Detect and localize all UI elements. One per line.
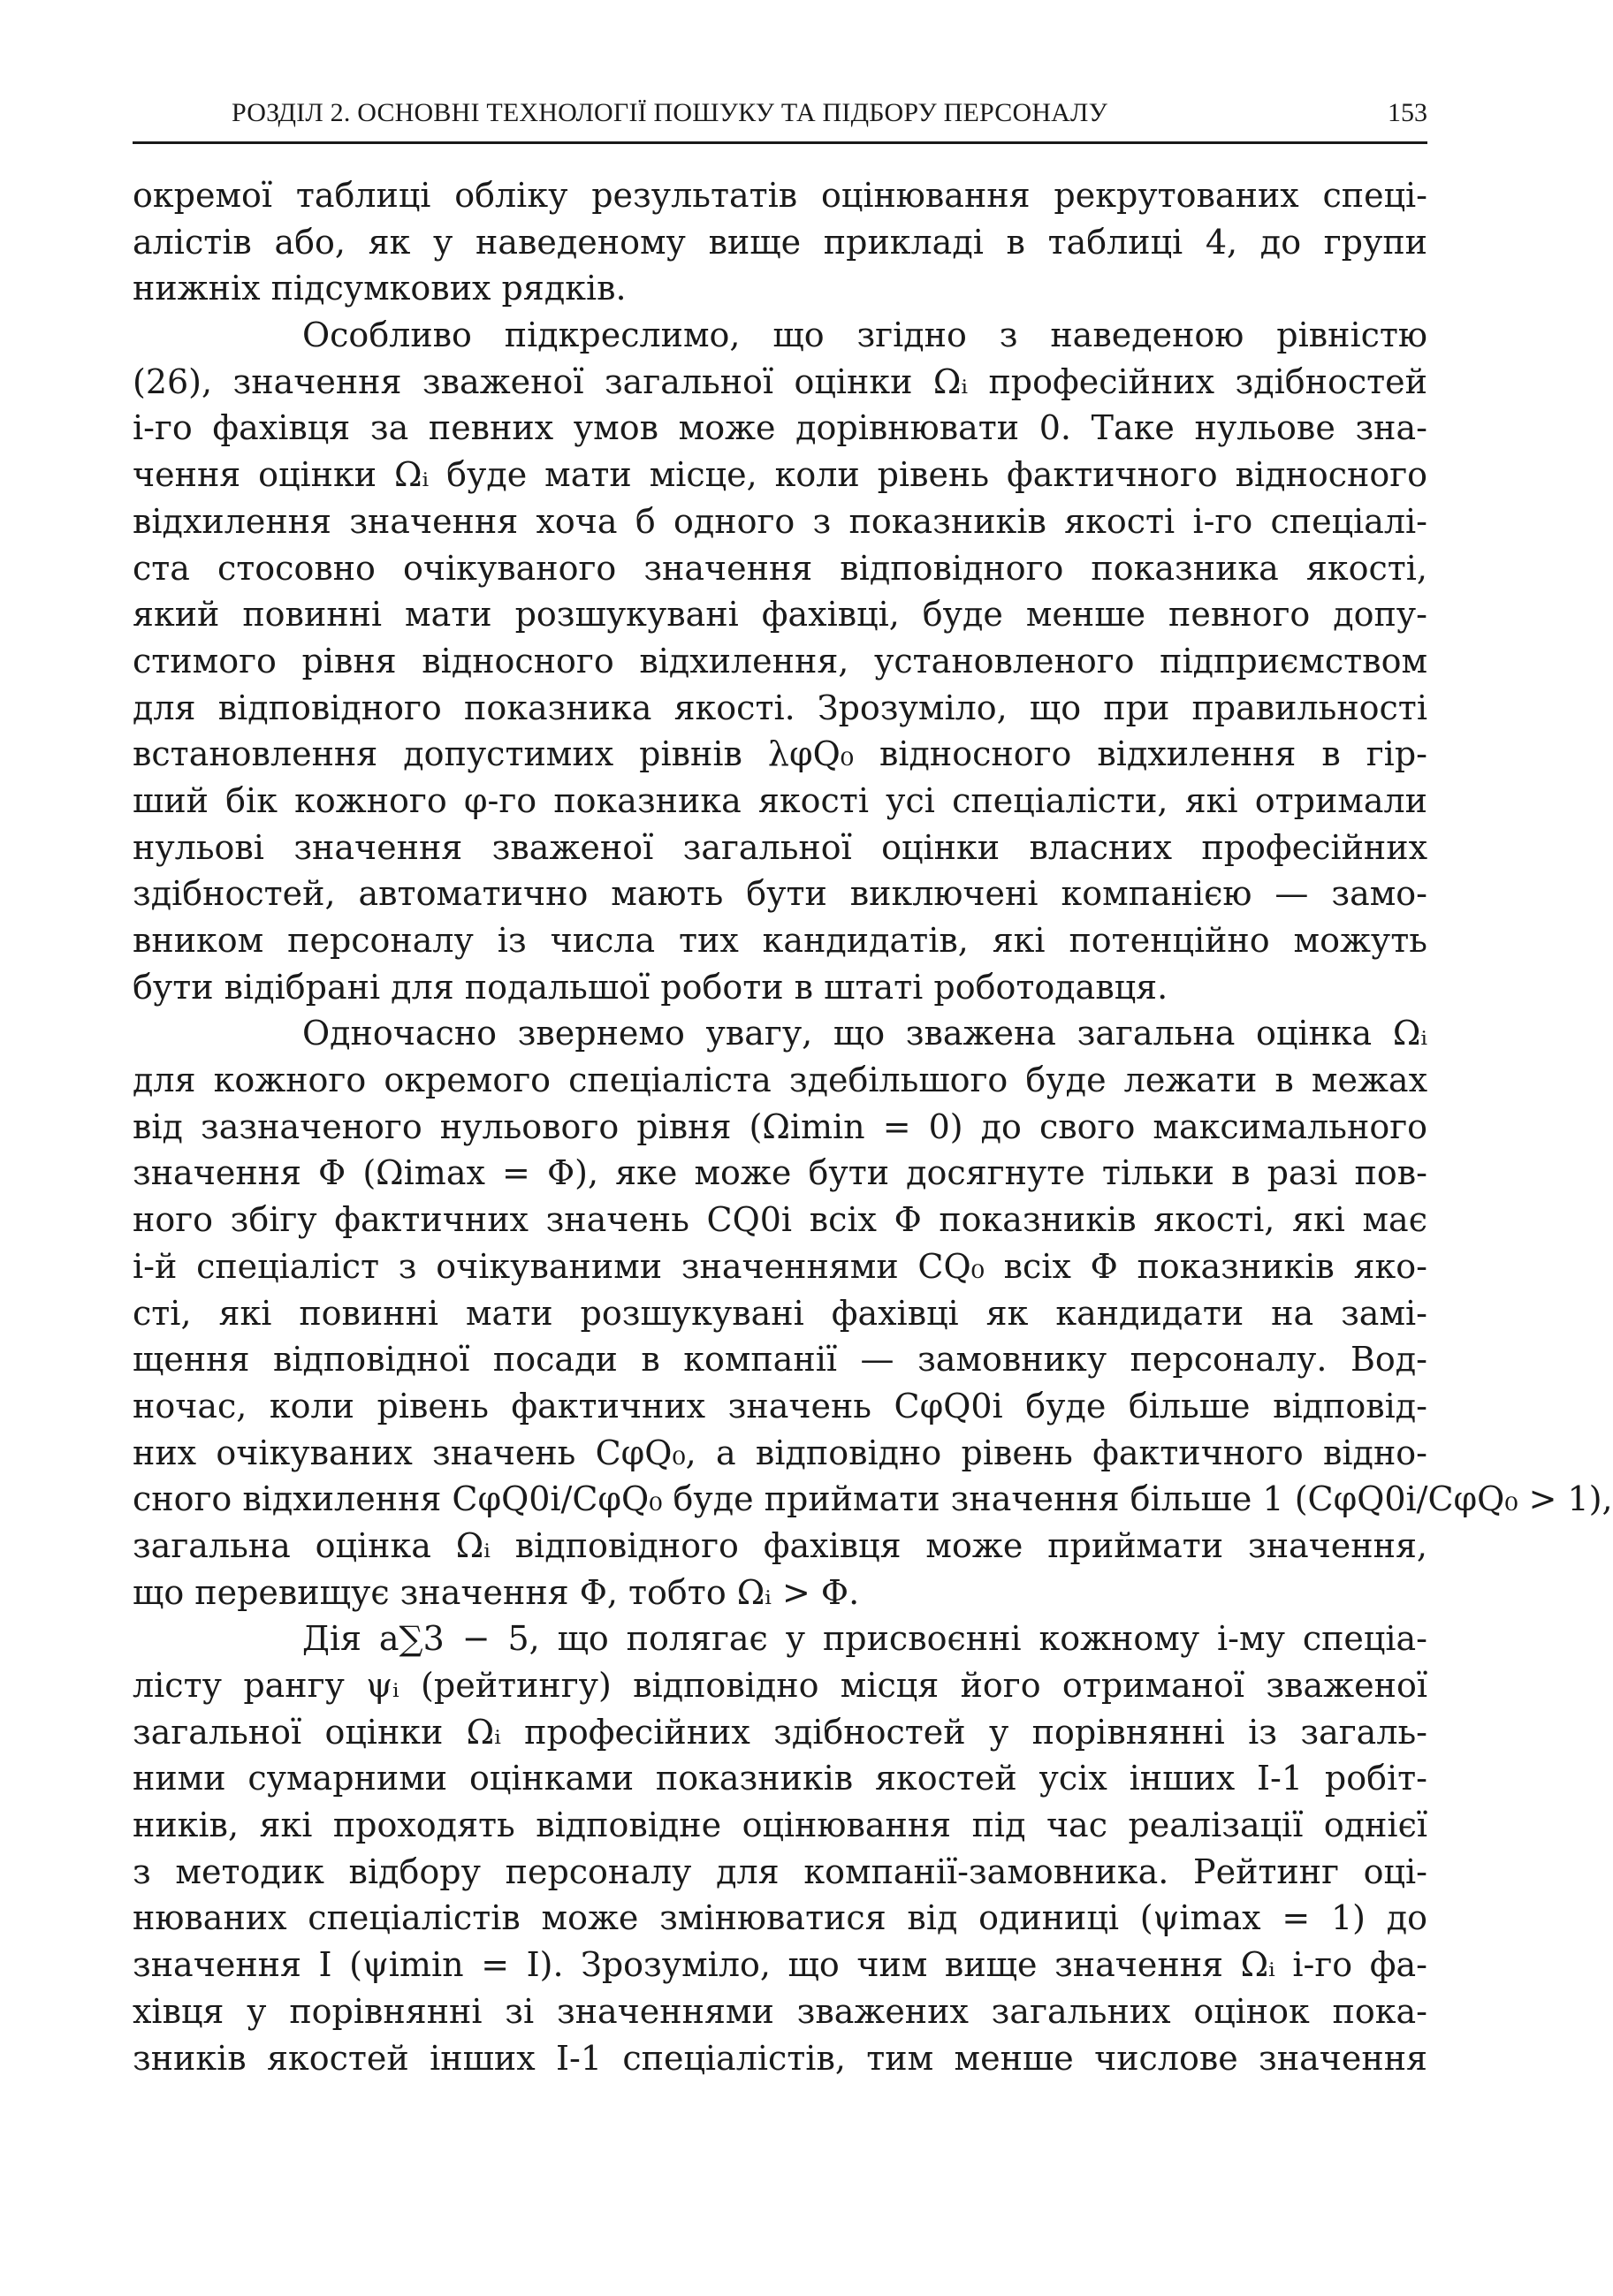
text-line: вником персоналу із числа тих кандидатів, які потенційно можуть bbox=[133, 921, 1427, 960]
text-line: і-го фахівця за певних умов може дорівнювати 0. Таке нульове зна- bbox=[133, 408, 1427, 448]
text-line: ночас, коли рівень фактичних значень CφQ0i буде більше відповід- bbox=[133, 1386, 1427, 1425]
running-header bbox=[133, 92, 1427, 144]
text-line: хівця у порівнянні зі значеннями зважених загальних оцінок пока- bbox=[133, 1991, 1427, 2031]
header-title: РОЗДІЛ 2. ОСНОВНІ ТЕХНОЛОГІЇ ПОШУКУ ТА ПІДБОРУ ПЕРСОНАЛУ bbox=[232, 98, 1108, 127]
text-line: встановлення допустимих рівнів λφQ₀ відносного відхилення в гір- bbox=[133, 734, 1427, 774]
page-body bbox=[133, 172, 1613, 2081]
text-line: що перевищує значення Φ, тобто Ωᵢ > Φ. bbox=[133, 1572, 860, 1612]
paragraph-start-line: Одночасно звернемо увагу, що зважена загальна оцінка Ωᵢ bbox=[302, 1014, 1427, 1053]
text-line: ними сумарними оцінками показників якостей усіх інших I-1 робіт- bbox=[133, 1759, 1427, 1798]
text-line: ників, які проходять відповідне оцінювання під час реалізації однієї bbox=[133, 1806, 1427, 1845]
text-line: нюваних спеціалістів може змінюватися від одиниці (ψimax = 1) до bbox=[133, 1898, 1427, 1938]
text-line: них очікуваних значень CφQ₀, а відповідно рівень фактичного відно- bbox=[133, 1433, 1427, 1472]
page-number: 153 bbox=[1388, 98, 1427, 127]
text-line: загальної оцінки Ωᵢ професійних здібностей у порівнянні із загаль- bbox=[133, 1712, 1427, 1752]
text-line: від зазначеного нульового рівня (Ωimin = 0) до свого максимального bbox=[133, 1106, 1427, 1146]
text-line: для відповідного показника якості. Зрозуміло, що при правильності bbox=[133, 688, 1427, 727]
text-line: лісту рангу ψᵢ (рейтингу) відповідно місця його отриманої зваженої bbox=[133, 1666, 1427, 1705]
text-line: бути відібрані для подальшої роботи в штаті роботодавця. bbox=[133, 967, 1168, 1007]
text-line: значення Φ (Ωimax = Φ), яке може бути досягнуте тільки в разі пов- bbox=[133, 1153, 1427, 1193]
text-line: щення відповідної посади в компанії — замовнику персоналу. Вод- bbox=[133, 1340, 1427, 1380]
paragraph-start-line: Дія a∑3 − 5, що полягає у присвоєнні кожному і-му спеціа- bbox=[302, 1619, 1427, 1659]
text-line: з методик відбору персоналу для компанії-замовника. Рейтинг оці- bbox=[133, 1851, 1427, 1891]
text-line: і-й спеціаліст з очікуваними значеннями CQ₀ всіх Φ показників яко- bbox=[133, 1246, 1427, 1286]
text-line: загальна оцінка Ωᵢ відповідного фахівця може приймати значення, bbox=[133, 1525, 1427, 1565]
paragraph-start-line: Особливо підкреслимо, що згідно з наведеною рівністю bbox=[302, 316, 1427, 355]
text-line: значення I (ψimin = I). Зрозуміло, що чим вище значення Ωᵢ і-го фа- bbox=[133, 1945, 1427, 1985]
text-line: відхилення значення хоча б одного з показників якості і-го спеціалі- bbox=[133, 501, 1427, 541]
text-line: чення оцінки Ωᵢ буде мати місце, коли рівень фактичного відносного bbox=[133, 455, 1427, 495]
text-line: ста стосовно очікуваного значення відповідного показника якості, bbox=[133, 548, 1427, 588]
text-line: сті, які повинні мати розшукувані фахівці як кандидати на замі- bbox=[133, 1293, 1427, 1333]
text-line: здібностей, автоматично мають бути виключені компанією — замо- bbox=[133, 874, 1427, 914]
text-line: який повинні мати розшукувані фахівці, буде менше певного допу- bbox=[133, 595, 1427, 635]
text-line: сного відхилення CφQ0i/CφQ₀ буде приймати значення більше 1 (CφQ0i/CφQ₀ > 1), bbox=[133, 1479, 1613, 1519]
text-line: окремої таблиці обліку результатів оцінювання рекрутованих спеці- bbox=[133, 176, 1427, 215]
text-line: алістів або, як у наведеному вище прикладі в таблиці 4, до групи bbox=[133, 222, 1427, 262]
text-line: ший бік кожного φ-го показника якості усі спеціалісти, які отримали bbox=[133, 780, 1427, 820]
text-line: для кожного окремого спеціаліста здебільшого буде лежати в межах bbox=[133, 1061, 1427, 1100]
text-line: зників якостей інших I-1 спеціалістів, тим менше числове значення bbox=[133, 2038, 1427, 2078]
text-line: нульові значення зваженої загальної оцінки власних професійних bbox=[133, 827, 1427, 867]
text-line: стимого рівня відносного відхилення, установленого підприємством bbox=[133, 641, 1427, 680]
text-line: нижніх підсумкових рядків. bbox=[133, 269, 627, 308]
text-line: (26), значення зваженої загальної оцінки Ωᵢ професійних здібностей bbox=[133, 361, 1427, 401]
text-line: ного збігу фактичних значень CQ0i всіх Φ показників якості, які має bbox=[133, 1200, 1427, 1240]
